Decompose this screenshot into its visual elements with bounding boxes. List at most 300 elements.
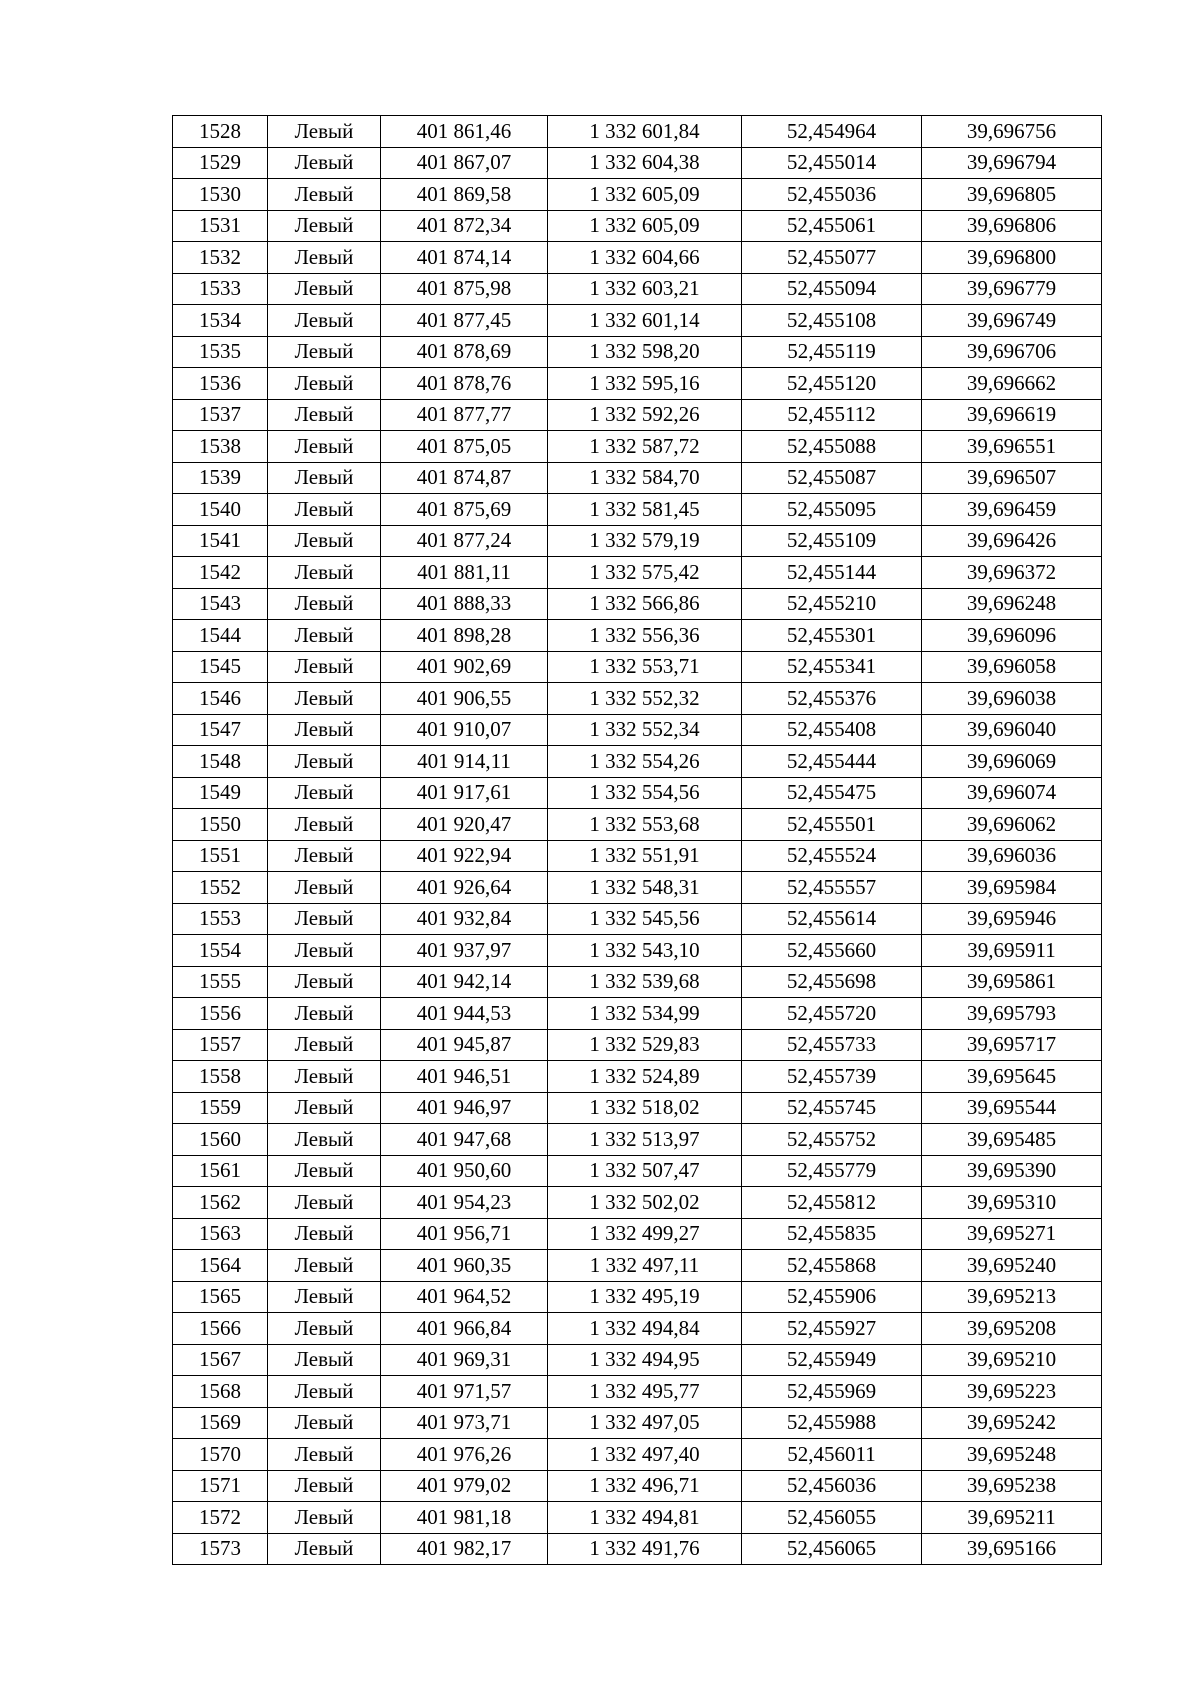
point-number-cell: 1560 [173,1124,268,1156]
latitude-cell: 52,455614 [742,903,922,935]
y-coordinate-cell: 1 332 545,56 [548,903,742,935]
longitude-cell: 39,695310 [922,1187,1102,1219]
y-coordinate-cell: 1 332 524,89 [548,1061,742,1093]
point-number-cell: 1543 [173,588,268,620]
y-coordinate-cell: 1 332 579,19 [548,525,742,557]
table-row [173,1218,1102,1250]
table-row [173,399,1102,431]
y-coordinate-cell: 1 332 543,10 [548,935,742,967]
table-row [173,1533,1102,1565]
latitude-cell: 52,455698 [742,966,922,998]
x-coordinate-cell: 401 878,76 [381,368,548,400]
y-coordinate-cell: 1 332 554,56 [548,777,742,809]
x-coordinate-cell: 401 979,02 [381,1470,548,1502]
longitude-cell: 39,695213 [922,1281,1102,1313]
longitude-cell: 39,696805 [922,179,1102,211]
longitude-cell: 39,695210 [922,1344,1102,1376]
side-cell: Левый [268,431,381,463]
point-number-cell: 1550 [173,809,268,841]
x-coordinate-cell: 401 950,60 [381,1155,548,1187]
x-coordinate-cell: 401 944,53 [381,998,548,1030]
point-number-cell: 1531 [173,210,268,242]
table-row [173,116,1102,148]
x-coordinate-cell: 401 898,28 [381,620,548,652]
latitude-cell: 52,455061 [742,210,922,242]
y-coordinate-cell: 1 332 603,21 [548,273,742,305]
point-number-cell: 1529 [173,147,268,179]
side-cell: Левый [268,1502,381,1534]
side-cell: Левый [268,242,381,274]
point-number-cell: 1569 [173,1407,268,1439]
latitude-cell: 52,455524 [742,840,922,872]
side-cell: Левый [268,116,381,148]
side-cell: Левый [268,1061,381,1093]
latitude-cell: 52,455835 [742,1218,922,1250]
latitude-cell: 52,455812 [742,1187,922,1219]
latitude-cell: 52,456011 [742,1439,922,1471]
longitude-cell: 39,696248 [922,588,1102,620]
table-row [173,966,1102,998]
point-number-cell: 1564 [173,1250,268,1282]
table-row [173,494,1102,526]
x-coordinate-cell: 401 875,05 [381,431,548,463]
y-coordinate-cell: 1 332 548,31 [548,872,742,904]
x-coordinate-cell: 401 946,97 [381,1092,548,1124]
side-cell: Левый [268,966,381,998]
table-row [173,777,1102,809]
longitude-cell: 39,696036 [922,840,1102,872]
table-row [173,903,1102,935]
table-row [173,1407,1102,1439]
side-cell: Левый [268,651,381,683]
point-number-cell: 1568 [173,1376,268,1408]
table-row [173,683,1102,715]
y-coordinate-cell: 1 332 491,76 [548,1533,742,1565]
longitude-cell: 39,695485 [922,1124,1102,1156]
latitude-cell: 52,455501 [742,809,922,841]
table-row [173,1470,1102,1502]
latitude-cell: 52,455868 [742,1250,922,1282]
point-number-cell: 1546 [173,683,268,715]
y-coordinate-cell: 1 332 554,26 [548,746,742,778]
side-cell: Левый [268,147,381,179]
point-number-cell: 1573 [173,1533,268,1565]
longitude-cell: 39,695248 [922,1439,1102,1471]
longitude-cell: 39,695238 [922,1470,1102,1502]
latitude-cell: 52,455745 [742,1092,922,1124]
latitude-cell: 52,456036 [742,1470,922,1502]
point-number-cell: 1541 [173,525,268,557]
point-number-cell: 1537 [173,399,268,431]
longitude-cell: 39,696069 [922,746,1102,778]
longitude-cell: 39,696096 [922,620,1102,652]
longitude-cell: 39,696038 [922,683,1102,715]
longitude-cell: 39,695242 [922,1407,1102,1439]
table-row [173,1124,1102,1156]
latitude-cell: 52,455660 [742,935,922,967]
y-coordinate-cell: 1 332 529,83 [548,1029,742,1061]
y-coordinate-cell: 1 332 595,16 [548,368,742,400]
longitude-cell: 39,696706 [922,336,1102,368]
x-coordinate-cell: 401 976,26 [381,1439,548,1471]
table-row [173,746,1102,778]
x-coordinate-cell: 401 920,47 [381,809,548,841]
y-coordinate-cell: 1 332 575,42 [548,557,742,589]
longitude-cell: 39,695793 [922,998,1102,1030]
table-row [173,1313,1102,1345]
point-number-cell: 1556 [173,998,268,1030]
point-number-cell: 1563 [173,1218,268,1250]
table-row [173,872,1102,904]
latitude-cell: 52,455376 [742,683,922,715]
point-number-cell: 1534 [173,305,268,337]
x-coordinate-cell: 401 861,46 [381,116,548,148]
longitude-cell: 39,696459 [922,494,1102,526]
longitude-cell: 39,696779 [922,273,1102,305]
latitude-cell: 52,455969 [742,1376,922,1408]
y-coordinate-cell: 1 332 553,71 [548,651,742,683]
y-coordinate-cell: 1 332 495,77 [548,1376,742,1408]
table-row [173,557,1102,589]
side-cell: Левый [268,1187,381,1219]
latitude-cell: 52,455475 [742,777,922,809]
x-coordinate-cell: 401 867,07 [381,147,548,179]
table-row [173,1250,1102,1282]
latitude-cell: 52,455739 [742,1061,922,1093]
longitude-cell: 39,696040 [922,714,1102,746]
side-cell: Левый [268,368,381,400]
side-cell: Левый [268,1439,381,1471]
x-coordinate-cell: 401 877,24 [381,525,548,557]
point-number-cell: 1572 [173,1502,268,1534]
table-row [173,525,1102,557]
x-coordinate-cell: 401 881,11 [381,557,548,589]
latitude-cell: 52,455906 [742,1281,922,1313]
side-cell: Левый [268,903,381,935]
latitude-cell: 52,455120 [742,368,922,400]
y-coordinate-cell: 1 332 552,32 [548,683,742,715]
point-number-cell: 1571 [173,1470,268,1502]
y-coordinate-cell: 1 332 604,66 [548,242,742,274]
table-row [173,242,1102,274]
x-coordinate-cell: 401 932,84 [381,903,548,935]
y-coordinate-cell: 1 332 604,38 [548,147,742,179]
latitude-cell: 52,455949 [742,1344,922,1376]
point-number-cell: 1557 [173,1029,268,1061]
side-cell: Левый [268,462,381,494]
table-row [173,431,1102,463]
longitude-cell: 39,695390 [922,1155,1102,1187]
y-coordinate-cell: 1 332 539,68 [548,966,742,998]
table-row [173,179,1102,211]
longitude-cell: 39,695544 [922,1092,1102,1124]
x-coordinate-cell: 401 874,87 [381,462,548,494]
y-coordinate-cell: 1 332 494,84 [548,1313,742,1345]
point-number-cell: 1558 [173,1061,268,1093]
y-coordinate-cell: 1 332 592,26 [548,399,742,431]
y-coordinate-cell: 1 332 499,27 [548,1218,742,1250]
point-number-cell: 1548 [173,746,268,778]
point-number-cell: 1555 [173,966,268,998]
y-coordinate-cell: 1 332 507,47 [548,1155,742,1187]
latitude-cell: 52,455733 [742,1029,922,1061]
x-coordinate-cell: 401 917,61 [381,777,548,809]
point-number-cell: 1570 [173,1439,268,1471]
latitude-cell: 52,455210 [742,588,922,620]
side-cell: Левый [268,1344,381,1376]
longitude-cell: 39,696749 [922,305,1102,337]
side-cell: Левый [268,746,381,778]
table-row [173,210,1102,242]
x-coordinate-cell: 401 966,84 [381,1313,548,1345]
longitude-cell: 39,695271 [922,1218,1102,1250]
x-coordinate-cell: 401 981,18 [381,1502,548,1534]
x-coordinate-cell: 401 942,14 [381,966,548,998]
longitude-cell: 39,696619 [922,399,1102,431]
table-row [173,1502,1102,1534]
side-cell: Левый [268,273,381,305]
x-coordinate-cell: 401 910,07 [381,714,548,746]
longitude-cell: 39,696507 [922,462,1102,494]
x-coordinate-cell: 401 922,94 [381,840,548,872]
point-number-cell: 1562 [173,1187,268,1219]
latitude-cell: 52,456055 [742,1502,922,1534]
latitude-cell: 52,455752 [742,1124,922,1156]
y-coordinate-cell: 1 332 556,36 [548,620,742,652]
point-number-cell: 1565 [173,1281,268,1313]
table-row [173,368,1102,400]
point-number-cell: 1538 [173,431,268,463]
y-coordinate-cell: 1 332 605,09 [548,210,742,242]
y-coordinate-cell: 1 332 601,84 [548,116,742,148]
table-row [173,1092,1102,1124]
point-number-cell: 1559 [173,1092,268,1124]
y-coordinate-cell: 1 332 605,09 [548,179,742,211]
point-number-cell: 1530 [173,179,268,211]
y-coordinate-cell: 1 332 552,34 [548,714,742,746]
latitude-cell: 52,455088 [742,431,922,463]
point-number-cell: 1561 [173,1155,268,1187]
y-coordinate-cell: 1 332 601,14 [548,305,742,337]
side-cell: Левый [268,1407,381,1439]
table-row [173,336,1102,368]
longitude-cell: 39,695861 [922,966,1102,998]
table-row [173,651,1102,683]
point-number-cell: 1542 [173,557,268,589]
table-row [173,1155,1102,1187]
x-coordinate-cell: 401 877,45 [381,305,548,337]
longitude-cell: 39,696800 [922,242,1102,274]
longitude-cell: 39,696058 [922,651,1102,683]
table-row [173,273,1102,305]
longitude-cell: 39,696426 [922,525,1102,557]
side-cell: Левый [268,683,381,715]
x-coordinate-cell: 401 869,58 [381,179,548,211]
x-coordinate-cell: 401 964,52 [381,1281,548,1313]
latitude-cell: 52,455301 [742,620,922,652]
side-cell: Левый [268,1155,381,1187]
table-row [173,620,1102,652]
coordinates-table [172,115,1102,1565]
latitude-cell: 52,455341 [742,651,922,683]
latitude-cell: 52,455014 [742,147,922,179]
side-cell: Левый [268,210,381,242]
point-number-cell: 1540 [173,494,268,526]
table-row [173,588,1102,620]
x-coordinate-cell: 401 946,51 [381,1061,548,1093]
y-coordinate-cell: 1 332 584,70 [548,462,742,494]
x-coordinate-cell: 401 872,34 [381,210,548,242]
latitude-cell: 52,455112 [742,399,922,431]
side-cell: Левый [268,1281,381,1313]
y-coordinate-cell: 1 332 566,86 [548,588,742,620]
side-cell: Левый [268,1533,381,1565]
table-row [173,1376,1102,1408]
y-coordinate-cell: 1 332 497,11 [548,1250,742,1282]
table-row [173,1344,1102,1376]
table-row [173,147,1102,179]
x-coordinate-cell: 401 875,98 [381,273,548,305]
longitude-cell: 39,695946 [922,903,1102,935]
table-row [173,809,1102,841]
table-row [173,1061,1102,1093]
latitude-cell: 52,455144 [742,557,922,589]
longitude-cell: 39,696662 [922,368,1102,400]
side-cell: Левый [268,1092,381,1124]
longitude-cell: 39,695984 [922,872,1102,904]
longitude-cell: 39,695211 [922,1502,1102,1534]
y-coordinate-cell: 1 332 551,91 [548,840,742,872]
latitude-cell: 52,455108 [742,305,922,337]
side-cell: Левый [268,1124,381,1156]
y-coordinate-cell: 1 332 496,71 [548,1470,742,1502]
side-cell: Левый [268,525,381,557]
x-coordinate-cell: 401 906,55 [381,683,548,715]
latitude-cell: 52,455927 [742,1313,922,1345]
table-row [173,1029,1102,1061]
longitude-cell: 39,696074 [922,777,1102,809]
side-cell: Левый [268,557,381,589]
y-coordinate-cell: 1 332 497,40 [548,1439,742,1471]
x-coordinate-cell: 401 947,68 [381,1124,548,1156]
y-coordinate-cell: 1 332 494,81 [548,1502,742,1534]
side-cell: Левый [268,494,381,526]
latitude-cell: 52,454964 [742,116,922,148]
side-cell: Левый [268,1218,381,1250]
side-cell: Левый [268,1250,381,1282]
side-cell: Левый [268,872,381,904]
x-coordinate-cell: 401 877,77 [381,399,548,431]
point-number-cell: 1533 [173,273,268,305]
latitude-cell: 52,455036 [742,179,922,211]
longitude-cell: 39,695223 [922,1376,1102,1408]
latitude-cell: 52,455720 [742,998,922,1030]
y-coordinate-cell: 1 332 497,05 [548,1407,742,1439]
point-number-cell: 1566 [173,1313,268,1345]
x-coordinate-cell: 401 926,64 [381,872,548,904]
y-coordinate-cell: 1 332 502,02 [548,1187,742,1219]
x-coordinate-cell: 401 969,31 [381,1344,548,1376]
longitude-cell: 39,696551 [922,431,1102,463]
latitude-cell: 52,455087 [742,462,922,494]
side-cell: Левый [268,305,381,337]
table-row [173,1439,1102,1471]
latitude-cell: 52,455988 [742,1407,922,1439]
side-cell: Левый [268,399,381,431]
table-row [173,840,1102,872]
longitude-cell: 39,696806 [922,210,1102,242]
side-cell: Левый [268,1313,381,1345]
latitude-cell: 52,456065 [742,1533,922,1565]
y-coordinate-cell: 1 332 581,45 [548,494,742,526]
side-cell: Левый [268,179,381,211]
point-number-cell: 1554 [173,935,268,967]
table-row [173,1187,1102,1219]
latitude-cell: 52,455094 [742,273,922,305]
table-row [173,998,1102,1030]
side-cell: Левый [268,809,381,841]
longitude-cell: 39,695645 [922,1061,1102,1093]
table-row [173,935,1102,967]
side-cell: Левый [268,840,381,872]
point-number-cell: 1528 [173,116,268,148]
longitude-cell: 39,695208 [922,1313,1102,1345]
x-coordinate-cell: 401 960,35 [381,1250,548,1282]
y-coordinate-cell: 1 332 513,97 [548,1124,742,1156]
latitude-cell: 52,455119 [742,336,922,368]
latitude-cell: 52,455408 [742,714,922,746]
side-cell: Левый [268,714,381,746]
longitude-cell: 39,696062 [922,809,1102,841]
side-cell: Левый [268,588,381,620]
x-coordinate-cell: 401 971,57 [381,1376,548,1408]
latitude-cell: 52,455095 [742,494,922,526]
x-coordinate-cell: 401 874,14 [381,242,548,274]
point-number-cell: 1532 [173,242,268,274]
longitude-cell: 39,695166 [922,1533,1102,1565]
longitude-cell: 39,695240 [922,1250,1102,1282]
side-cell: Левый [268,1029,381,1061]
latitude-cell: 52,455557 [742,872,922,904]
x-coordinate-cell: 401 954,23 [381,1187,548,1219]
longitude-cell: 39,696372 [922,557,1102,589]
table-row [173,714,1102,746]
point-number-cell: 1544 [173,620,268,652]
side-cell: Левый [268,620,381,652]
side-cell: Левый [268,777,381,809]
y-coordinate-cell: 1 332 534,99 [548,998,742,1030]
latitude-cell: 52,455109 [742,525,922,557]
latitude-cell: 52,455779 [742,1155,922,1187]
point-number-cell: 1552 [173,872,268,904]
longitude-cell: 39,696794 [922,147,1102,179]
longitude-cell: 39,696756 [922,116,1102,148]
y-coordinate-cell: 1 332 553,68 [548,809,742,841]
point-number-cell: 1549 [173,777,268,809]
x-coordinate-cell: 401 956,71 [381,1218,548,1250]
x-coordinate-cell: 401 973,71 [381,1407,548,1439]
x-coordinate-cell: 401 902,69 [381,651,548,683]
side-cell: Левый [268,336,381,368]
longitude-cell: 39,695911 [922,935,1102,967]
point-number-cell: 1535 [173,336,268,368]
side-cell: Левый [268,1470,381,1502]
x-coordinate-cell: 401 878,69 [381,336,548,368]
x-coordinate-cell: 401 914,11 [381,746,548,778]
point-number-cell: 1553 [173,903,268,935]
latitude-cell: 52,455077 [742,242,922,274]
side-cell: Левый [268,1376,381,1408]
